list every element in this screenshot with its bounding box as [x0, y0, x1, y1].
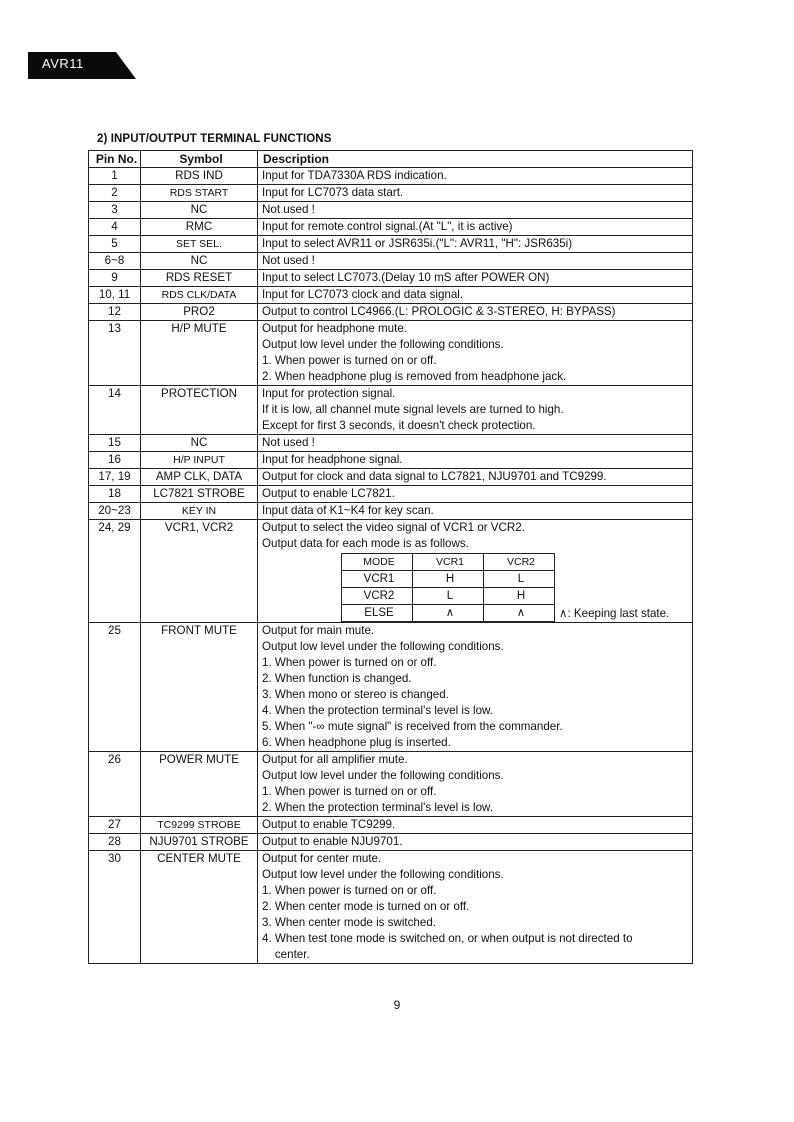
description-line: Except for first 3 seconds, it doesn't check protection.: [262, 419, 536, 432]
pin-number-cell: 25: [89, 623, 141, 752]
section-title: 2) INPUT/OUTPUT TERMINAL FUNCTIONS: [97, 133, 332, 145]
description-line: Output to enable LC7821.: [262, 487, 395, 500]
table-row: [89, 304, 693, 321]
pin-number-cell: 28: [89, 834, 141, 851]
mode-table-cell: L: [413, 588, 484, 605]
pin-number-cell: 2: [89, 185, 141, 202]
description-line: 4. When test tone mode is switched on, or when output is not directed to: [262, 932, 633, 945]
mode-table-header-row: [342, 554, 555, 571]
symbol-cell: PRO2: [141, 304, 258, 321]
description-cell: [258, 304, 693, 321]
description-line: 5. When "-∞ mute signal" is received from the commander.: [262, 720, 563, 733]
description-line: Output for all amplifier mute.: [262, 753, 408, 766]
pin-number-cell: 5: [89, 236, 141, 253]
description-line: Output low level under the following conditions.: [262, 769, 504, 782]
table-row: [89, 185, 693, 202]
table-row: [89, 834, 693, 851]
description-cell: [258, 469, 693, 486]
description-line: Output low level under the following conditions.: [262, 640, 504, 653]
description-cell: [258, 219, 693, 236]
mode-table-cell: VCR1: [342, 571, 413, 588]
table-row: [89, 236, 693, 253]
table-row: [89, 623, 693, 752]
symbol-cell: AMP CLK, DATA: [141, 469, 258, 486]
mode-table-cell: ELSE: [342, 605, 413, 622]
pin-number-cell: 16: [89, 452, 141, 469]
description-line: Input for LC7073 data start.: [262, 186, 404, 199]
description-line: Input to select LC7073.(Delay 10 mS after POWER ON): [262, 271, 550, 284]
description-cell: [258, 386, 693, 435]
table-header-row: [89, 151, 693, 168]
description-cell: [258, 752, 693, 817]
pin-number-cell: 20~23: [89, 503, 141, 520]
description-line: Input data of K1~K4 for key scan.: [262, 504, 434, 517]
mode-table-row: [342, 571, 555, 588]
description-line: Input for remote control signal.(At "L", it is active): [262, 220, 513, 233]
table-row: [89, 253, 693, 270]
description-line: 1. When power is turned on or off.: [262, 354, 437, 367]
description-cell: [258, 520, 693, 623]
pin-number-cell: 17, 19: [89, 469, 141, 486]
description-cell: [258, 834, 693, 851]
description-line: Output for center mute.: [262, 852, 382, 865]
pin-number-cell: 27: [89, 817, 141, 834]
pin-number-cell: 30: [89, 851, 141, 964]
description-cell: [258, 321, 693, 386]
pin-number-cell: 15: [89, 435, 141, 452]
table-row: [89, 168, 693, 185]
pin-number-cell: 6~8: [89, 253, 141, 270]
table-row: [89, 202, 693, 219]
table-row: [89, 752, 693, 817]
symbol-cell: FRONT MUTE: [141, 623, 258, 752]
description-line: 2. When the protection terminal's level is low.: [262, 801, 493, 814]
pin-number-cell: 1: [89, 168, 141, 185]
pin-number-cell: 18: [89, 486, 141, 503]
mode-table-note: ∧: Keeping last state.: [559, 607, 670, 620]
table-row: [89, 452, 693, 469]
description-cell: [258, 817, 693, 834]
table-row: [89, 219, 693, 236]
description-cell: [258, 435, 693, 452]
mode-table-row: [342, 605, 555, 622]
mode-table-wrapper: [262, 552, 692, 622]
table-row: [89, 503, 693, 520]
description-line: Output low level under the following conditions.: [262, 868, 504, 881]
mode-table-cell: H: [413, 571, 484, 588]
mode-table-cell: VCR2: [342, 588, 413, 605]
model-tag-label: AVR11: [42, 56, 84, 71]
symbol-cell: NC: [141, 253, 258, 270]
symbol-column-header: Symbol: [141, 151, 258, 168]
table-row: [89, 520, 693, 623]
description-line: 4. When the protection terminal's level is low.: [262, 704, 493, 717]
description-line: Output for main mute.: [262, 624, 375, 637]
table-row: [89, 435, 693, 452]
symbol-cell: NC: [141, 202, 258, 219]
description-cell: [258, 452, 693, 469]
table-row: [89, 270, 693, 287]
description-cell: [258, 202, 693, 219]
description-line: Not used !: [262, 254, 315, 267]
table-row: [89, 386, 693, 435]
symbol-cell: RDS RESET: [141, 270, 258, 287]
pin-number-cell: 13: [89, 321, 141, 386]
description-cell: [258, 253, 693, 270]
symbol-cell: KEY IN: [141, 503, 258, 520]
page-number: 9: [393, 998, 401, 1012]
symbol-cell: RMC: [141, 219, 258, 236]
description-cell: [258, 270, 693, 287]
description-cell: [258, 168, 693, 185]
pin-number-cell: 24, 29: [89, 520, 141, 623]
symbol-cell: TC9299 STROBE: [141, 817, 258, 834]
description-line: Input for TDA7330A RDS indication.: [262, 169, 447, 182]
mode-table-cell: ∧: [413, 605, 484, 622]
symbol-cell: VCR1, VCR2: [141, 520, 258, 623]
description-line: Input for headphone signal.: [262, 453, 403, 466]
description-cell: [258, 503, 693, 520]
pin-number-cell: 26: [89, 752, 141, 817]
symbol-cell: SET SEL.: [141, 236, 258, 253]
description-cell: [258, 851, 693, 964]
symbol-cell: PROTECTION: [141, 386, 258, 435]
symbol-cell: RDS IND: [141, 168, 258, 185]
pin-number-cell: 9: [89, 270, 141, 287]
pin-column-header: Pin No.: [89, 151, 141, 168]
pin-number-cell: 3: [89, 202, 141, 219]
description-cell: [258, 623, 693, 752]
symbol-cell: LC7821 STROBE: [141, 486, 258, 503]
description-line: 3. When center mode is switched.: [262, 916, 436, 929]
description-line: 6. When headphone plug is inserted.: [262, 736, 451, 749]
pin-number-cell: 12: [89, 304, 141, 321]
description-cell: [258, 287, 693, 304]
description-cell: [258, 185, 693, 202]
symbol-cell: H/P MUTE: [141, 321, 258, 386]
mode-table-cell: VCR1: [413, 554, 484, 571]
terminal-functions-table: [88, 150, 693, 964]
table-row: [89, 851, 693, 964]
table-row: [89, 486, 693, 503]
table-row: [89, 321, 693, 386]
description-line: center.: [262, 948, 310, 961]
description-line: If it is low, all channel mute signal levels are turned to high.: [262, 403, 564, 416]
description-line: Not used !: [262, 436, 315, 449]
mode-table: [341, 553, 555, 622]
table-row: [89, 287, 693, 304]
description-line: Output for headphone mute.: [262, 322, 408, 335]
symbol-cell: NJU9701 STROBE: [141, 834, 258, 851]
description-line: Output low level under the following conditions.: [262, 338, 504, 351]
mode-table-cell: VCR2: [484, 554, 555, 571]
description-line: 2. When center mode is turned on or off.: [262, 900, 470, 913]
description-line: Output to enable TC9299.: [262, 818, 396, 831]
description-line: Input to select AVR11 or JSR635i.("L": AVR11, "H": JSR635i): [262, 237, 573, 250]
symbol-cell: H/P INPUT: [141, 452, 258, 469]
description-line: Output to enable NJU9701.: [262, 835, 403, 848]
symbol-cell: POWER MUTE: [141, 752, 258, 817]
description-cell: [258, 486, 693, 503]
description-line: Input for protection signal.: [262, 387, 396, 400]
mode-table-cell: ∧: [484, 605, 555, 622]
description-line: Output for clock and data signal to LC7821, NJU9701 and TC9299.: [262, 470, 607, 483]
pin-number-cell: 10, 11: [89, 287, 141, 304]
mode-table-row: [342, 588, 555, 605]
description-line: 2. When function is changed.: [262, 672, 412, 685]
table-row: [89, 817, 693, 834]
description-line: Not used !: [262, 203, 315, 216]
pin-number-cell: 14: [89, 386, 141, 435]
mode-table-cell: MODE: [342, 554, 413, 571]
symbol-cell: NC: [141, 435, 258, 452]
description-line: 1. When power is turned on or off.: [262, 785, 437, 798]
mode-table-cell: L: [484, 571, 555, 588]
symbol-cell: CENTER MUTE: [141, 851, 258, 964]
description-line: Output to select the video signal of VCR1 or VCR2.: [262, 521, 525, 534]
description-column-header: Description: [258, 151, 693, 168]
description-line: 1. When power is turned on or off.: [262, 656, 437, 669]
symbol-cell: RDS CLK/DATA: [141, 287, 258, 304]
pin-number-cell: 4: [89, 219, 141, 236]
description-line: Output data for each mode is as follows.: [262, 537, 469, 550]
description-line: 2. When headphone plug is removed from headphone jack.: [262, 370, 567, 383]
description-line: Output to control LC4966.(L: PROLOGIC & 3-STEREO, H: BYPASS): [262, 305, 616, 318]
description-line: Input for LC7073 clock and data signal.: [262, 288, 464, 301]
table-row: [89, 469, 693, 486]
description-cell: [258, 236, 693, 253]
description-line: 1. When power is turned on or off.: [262, 884, 437, 897]
symbol-cell: RDS START: [141, 185, 258, 202]
mode-table-cell: H: [484, 588, 555, 605]
description-line: 3. When mono or stereo is changed.: [262, 688, 449, 701]
model-tag: [28, 52, 136, 79]
